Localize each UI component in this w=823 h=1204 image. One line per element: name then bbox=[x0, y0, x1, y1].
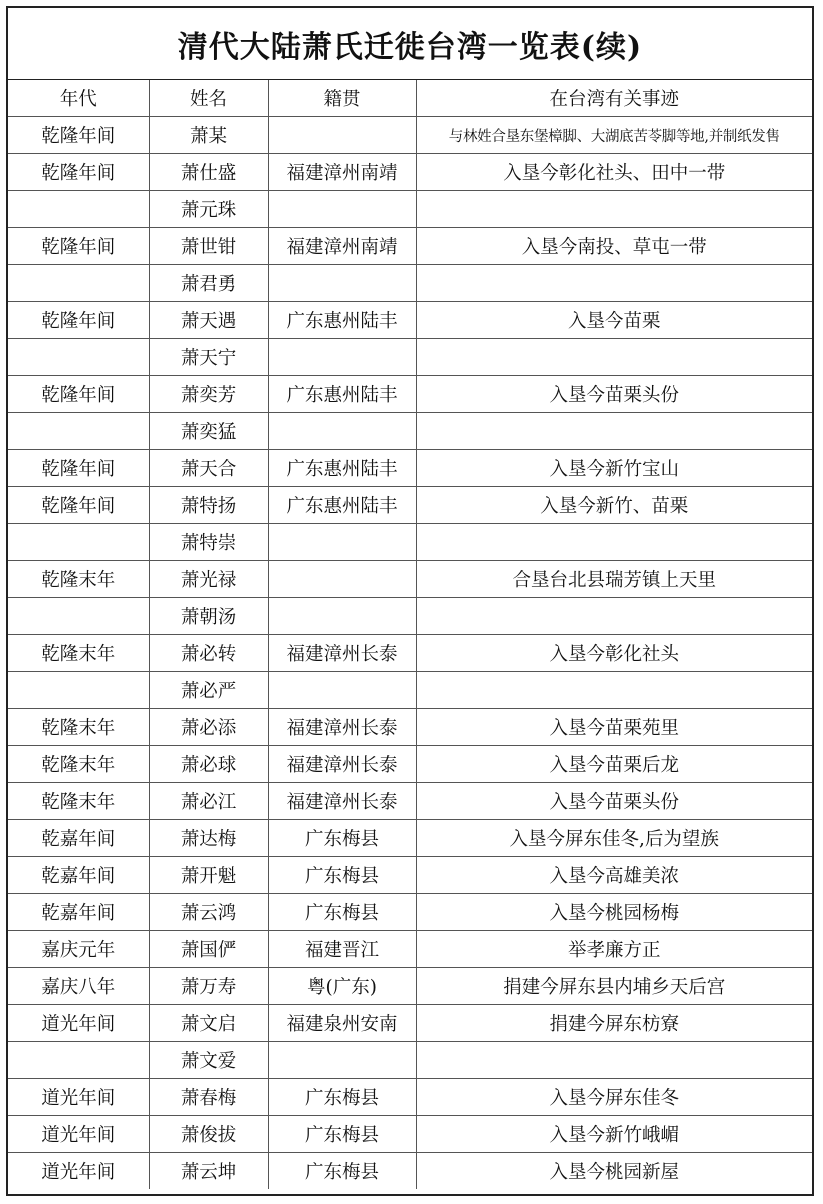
cell-name: 萧天合 bbox=[149, 450, 268, 487]
cell-origin bbox=[268, 1042, 416, 1079]
cell-origin: 福建漳州南靖 bbox=[268, 154, 416, 191]
cell-event: 入垦今桃园杨梅 bbox=[416, 894, 812, 931]
cell-era: 嘉庆八年 bbox=[8, 968, 149, 1005]
cell-event: 入垦今彰化社头、田中一带 bbox=[416, 154, 812, 191]
cell-event: 捐建今屏东枋寮 bbox=[416, 1005, 812, 1042]
cell-era: 乾隆末年 bbox=[8, 561, 149, 598]
table-row bbox=[8, 265, 812, 302]
cell-origin: 广东梅县 bbox=[268, 857, 416, 894]
cell-name: 萧春梅 bbox=[149, 1079, 268, 1116]
cell-name: 萧达梅 bbox=[149, 820, 268, 857]
cell-era bbox=[8, 598, 149, 635]
cell-name: 萧君勇 bbox=[149, 265, 268, 302]
document-table-sheet bbox=[6, 6, 814, 1196]
table-row bbox=[8, 635, 812, 672]
cell-name: 萧必转 bbox=[149, 635, 268, 672]
cell-era: 道光年间 bbox=[8, 1005, 149, 1042]
header-era: 年代 bbox=[8, 80, 149, 117]
cell-name: 萧必严 bbox=[149, 672, 268, 709]
cell-name: 萧必球 bbox=[149, 746, 268, 783]
cell-era: 道光年间 bbox=[8, 1079, 149, 1116]
cell-name: 萧天宁 bbox=[149, 339, 268, 376]
cell-event: 入垦今苗栗 bbox=[416, 302, 812, 339]
table-row bbox=[8, 302, 812, 339]
cell-name: 萧必江 bbox=[149, 783, 268, 820]
cell-origin bbox=[268, 339, 416, 376]
cell-event bbox=[416, 339, 812, 376]
table-row bbox=[8, 228, 812, 265]
header-origin: 籍贯 bbox=[268, 80, 416, 117]
cell-era: 乾隆年间 bbox=[8, 450, 149, 487]
table-row bbox=[8, 672, 812, 709]
cell-origin: 广东惠州陆丰 bbox=[268, 450, 416, 487]
cell-event: 入垦今苗栗头份 bbox=[416, 376, 812, 413]
table-row bbox=[8, 968, 812, 1005]
cell-name: 萧俊拔 bbox=[149, 1116, 268, 1153]
cell-name: 萧奕猛 bbox=[149, 413, 268, 450]
cell-origin: 广东梅县 bbox=[268, 1079, 416, 1116]
cell-era: 乾隆末年 bbox=[8, 635, 149, 672]
cell-era bbox=[8, 1042, 149, 1079]
cell-era: 嘉庆元年 bbox=[8, 931, 149, 968]
cell-name: 萧文爱 bbox=[149, 1042, 268, 1079]
cell-era bbox=[8, 524, 149, 561]
table-row bbox=[8, 598, 812, 635]
cell-origin: 广东梅县 bbox=[268, 820, 416, 857]
table-row bbox=[8, 524, 812, 561]
cell-origin: 广东惠州陆丰 bbox=[268, 302, 416, 339]
cell-era bbox=[8, 339, 149, 376]
cell-origin: 福建泉州安南 bbox=[268, 1005, 416, 1042]
cell-era bbox=[8, 672, 149, 709]
table-row bbox=[8, 450, 812, 487]
cell-origin: 广东惠州陆丰 bbox=[268, 376, 416, 413]
cell-origin: 广东梅县 bbox=[268, 1153, 416, 1190]
cell-event: 入垦今桃园新屋 bbox=[416, 1153, 812, 1190]
cell-event bbox=[416, 598, 812, 635]
table-row bbox=[8, 487, 812, 524]
table-row bbox=[8, 1042, 812, 1079]
table-row bbox=[8, 376, 812, 413]
cell-name: 萧天遇 bbox=[149, 302, 268, 339]
cell-event: 入垦今新竹峨嵋 bbox=[416, 1116, 812, 1153]
cell-name: 萧文启 bbox=[149, 1005, 268, 1042]
cell-era bbox=[8, 413, 149, 450]
table-row bbox=[8, 1153, 812, 1190]
cell-event bbox=[416, 672, 812, 709]
cell-era: 乾隆年间 bbox=[8, 117, 149, 154]
table-title: 清代大陆萧氏迁徙台湾一览表(续) bbox=[8, 8, 812, 80]
cell-name: 萧某 bbox=[149, 117, 268, 154]
cell-event: 入垦今高雄美浓 bbox=[416, 857, 812, 894]
cell-era: 乾隆末年 bbox=[8, 783, 149, 820]
cell-event bbox=[416, 524, 812, 561]
cell-name: 萧仕盛 bbox=[149, 154, 268, 191]
cell-era bbox=[8, 191, 149, 228]
cell-era: 乾隆末年 bbox=[8, 746, 149, 783]
cell-event: 与林姓合垦东堡樟脚、大湖底苦苓脚等地,并制纸发售 bbox=[416, 117, 812, 154]
cell-name: 萧云坤 bbox=[149, 1153, 268, 1190]
header-row bbox=[8, 80, 812, 117]
cell-name: 萧奕芳 bbox=[149, 376, 268, 413]
cell-origin bbox=[268, 524, 416, 561]
cell-origin: 福建漳州长泰 bbox=[268, 709, 416, 746]
cell-event: 入垦今苗栗后龙 bbox=[416, 746, 812, 783]
table-row bbox=[8, 191, 812, 228]
cell-origin: 福建漳州长泰 bbox=[268, 746, 416, 783]
cell-origin bbox=[268, 413, 416, 450]
table-row bbox=[8, 1005, 812, 1042]
cell-origin: 广东梅县 bbox=[268, 894, 416, 931]
cell-era bbox=[8, 265, 149, 302]
cell-origin: 广东梅县 bbox=[268, 1116, 416, 1153]
migration-table bbox=[8, 80, 812, 1189]
table-row bbox=[8, 561, 812, 598]
cell-event bbox=[416, 191, 812, 228]
table-body bbox=[8, 117, 812, 1190]
cell-origin bbox=[268, 191, 416, 228]
table-row bbox=[8, 1116, 812, 1153]
cell-origin bbox=[268, 117, 416, 154]
cell-era: 乾嘉年间 bbox=[8, 857, 149, 894]
cell-event bbox=[416, 413, 812, 450]
cell-event bbox=[416, 1042, 812, 1079]
cell-name: 萧万寿 bbox=[149, 968, 268, 1005]
cell-era: 乾嘉年间 bbox=[8, 894, 149, 931]
cell-origin: 福建漳州长泰 bbox=[268, 635, 416, 672]
table-row bbox=[8, 154, 812, 191]
cell-name: 萧元珠 bbox=[149, 191, 268, 228]
cell-event: 入垦今屏东佳冬 bbox=[416, 1079, 812, 1116]
cell-name: 萧国俨 bbox=[149, 931, 268, 968]
cell-era: 乾隆年间 bbox=[8, 154, 149, 191]
table-row bbox=[8, 783, 812, 820]
cell-origin bbox=[268, 672, 416, 709]
cell-era: 乾隆年间 bbox=[8, 376, 149, 413]
cell-era: 乾隆年间 bbox=[8, 302, 149, 339]
cell-name: 萧光禄 bbox=[149, 561, 268, 598]
cell-origin bbox=[268, 561, 416, 598]
cell-name: 萧云鸿 bbox=[149, 894, 268, 931]
cell-name: 萧特崇 bbox=[149, 524, 268, 561]
cell-event: 捐建今屏东县内埔乡天后宫 bbox=[416, 968, 812, 1005]
cell-name: 萧必添 bbox=[149, 709, 268, 746]
table-row bbox=[8, 857, 812, 894]
table-row bbox=[8, 746, 812, 783]
table-row bbox=[8, 1079, 812, 1116]
cell-era: 乾嘉年间 bbox=[8, 820, 149, 857]
cell-origin: 福建漳州长泰 bbox=[268, 783, 416, 820]
cell-event: 入垦今屏东佳冬,后为望族 bbox=[416, 820, 812, 857]
cell-event: 入垦今南投、草屯一带 bbox=[416, 228, 812, 265]
cell-era: 道光年间 bbox=[8, 1153, 149, 1190]
cell-era: 乾隆末年 bbox=[8, 709, 149, 746]
cell-event: 合垦台北县瑞芳镇上天里 bbox=[416, 561, 812, 598]
cell-era: 乾隆年间 bbox=[8, 487, 149, 524]
cell-name: 萧开魁 bbox=[149, 857, 268, 894]
cell-origin: 粤(广东) bbox=[268, 968, 416, 1005]
cell-name: 萧世钳 bbox=[149, 228, 268, 265]
header-name: 姓名 bbox=[149, 80, 268, 117]
table-row bbox=[8, 413, 812, 450]
table-row bbox=[8, 339, 812, 376]
cell-event: 举孝廉方正 bbox=[416, 931, 812, 968]
cell-event: 入垦今新竹、苗栗 bbox=[416, 487, 812, 524]
cell-origin bbox=[268, 265, 416, 302]
cell-event: 入垦今苗栗头份 bbox=[416, 783, 812, 820]
cell-origin: 福建晋江 bbox=[268, 931, 416, 968]
cell-name: 萧特扬 bbox=[149, 487, 268, 524]
cell-era: 道光年间 bbox=[8, 1116, 149, 1153]
cell-event: 入垦今苗栗苑里 bbox=[416, 709, 812, 746]
cell-origin: 广东惠州陆丰 bbox=[268, 487, 416, 524]
table-row bbox=[8, 709, 812, 746]
header-event: 在台湾有关事迹 bbox=[416, 80, 812, 117]
table-row bbox=[8, 820, 812, 857]
cell-origin: 福建漳州南靖 bbox=[268, 228, 416, 265]
table-row bbox=[8, 894, 812, 931]
cell-era: 乾隆年间 bbox=[8, 228, 149, 265]
table-row bbox=[8, 931, 812, 968]
cell-event: 入垦今新竹宝山 bbox=[416, 450, 812, 487]
cell-origin bbox=[268, 598, 416, 635]
cell-event bbox=[416, 265, 812, 302]
table-row bbox=[8, 117, 812, 154]
cell-name: 萧朝汤 bbox=[149, 598, 268, 635]
cell-event: 入垦今彰化社头 bbox=[416, 635, 812, 672]
